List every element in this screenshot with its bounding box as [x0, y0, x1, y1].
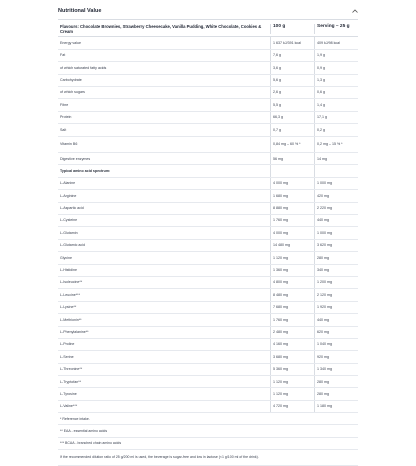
row-value-100g: 1 360 mg: [270, 265, 314, 276]
table-row: [58, 62, 358, 74]
table-row: [58, 190, 358, 202]
row-value-serving: [314, 165, 358, 176]
table-row: [58, 50, 358, 62]
row-label: L-Methionin**: [60, 317, 82, 322]
row-label: Carbohydrate: [60, 78, 82, 83]
row-value-serving: 1 920 mg: [314, 302, 358, 313]
row-label: L-Tryptofan**: [60, 379, 82, 384]
row-value-serving: 1 200 mg: [314, 277, 358, 288]
table-row: [58, 137, 358, 154]
table-row: [58, 327, 358, 339]
table-row: [58, 351, 358, 363]
row-value-100g: 0,7 g: [270, 124, 314, 135]
row-value-serving: 280 mg: [314, 252, 358, 263]
row-label: L-Valine***: [60, 404, 78, 409]
table-row: [58, 388, 358, 400]
row-label: L-Threonine**: [60, 367, 83, 372]
row-label: L-Lysine**: [60, 305, 77, 310]
chevron-up-icon[interactable]: [351, 8, 358, 15]
nutrition-table-body: [58, 37, 358, 413]
row-label: L-Isoleucine**: [60, 280, 83, 285]
row-value-100g: 4 000 mg: [270, 178, 314, 189]
row-value-serving: 420 mg: [314, 190, 358, 201]
row-label: L-Proline: [60, 342, 75, 347]
row-value-100g: 5,6 g: [270, 75, 314, 86]
row-value-100g: 1 680 mg: [270, 190, 314, 201]
row-value-serving: 1 000 mg: [314, 227, 358, 238]
row-label: Fibre: [60, 102, 69, 107]
row-value-serving: 0,2 mg – 15 % *: [314, 137, 358, 153]
row-value-serving: 2 120 mg: [314, 289, 358, 300]
row-label: L-Arginine: [60, 193, 77, 198]
table-row: [58, 227, 358, 239]
row-value-100g: 5 360 mg: [270, 364, 314, 375]
row-value-100g: 8 880 mg: [270, 203, 314, 214]
row-value-serving: 1 180 mg: [314, 401, 358, 412]
flavour-header: Flavours: Chocolate Brownies, Strawberry Cheesecake, Vanilla Pudding, White Chocolate, Cookies & Cream: [60, 24, 262, 35]
table-row: [58, 112, 358, 124]
row-value-100g: 4 800 mg: [270, 277, 314, 288]
table-row: [58, 364, 358, 376]
row-value-serving: 280 mg: [314, 376, 358, 387]
table-row: [58, 153, 358, 165]
row-value-serving: 17,1 g: [314, 112, 358, 123]
row-label: L-Glutamin: [60, 230, 78, 235]
row-value-100g: 1 120 mg: [270, 376, 314, 387]
row-value-100g: 14 480 mg: [270, 240, 314, 251]
row-value-serving: 14 mg: [314, 153, 358, 164]
row-label: of which saturated fatty acids: [60, 65, 107, 70]
row-value-100g: 4 720 mg: [270, 401, 314, 412]
row-label: Salt: [60, 127, 67, 132]
row-value-serving: 0,2 g: [314, 124, 358, 135]
row-value-100g: 1 120 mg: [270, 388, 314, 399]
row-value-100g: 3 680 mg: [270, 351, 314, 362]
row-value-100g: 1 760 mg: [270, 215, 314, 226]
row-label: L-Serine: [60, 354, 74, 359]
row-value-100g: 7 680 mg: [270, 302, 314, 313]
row-label: L-Aspartic acid: [60, 206, 84, 211]
table-row: [58, 265, 358, 277]
row-value-serving: 409 kJ/98 kcal: [314, 37, 358, 48]
table-row: [58, 302, 358, 314]
table-row: [58, 376, 358, 388]
row-value-serving: 920 mg: [314, 351, 358, 362]
table-row: [58, 277, 358, 289]
table-row: [58, 252, 358, 264]
row-value-serving: 1 000 mg: [314, 178, 358, 189]
row-value-100g: 1 760 mg: [270, 314, 314, 325]
footnote: If the recommended dilution ratio of 25 g/200 ml is used, the beverage is sugar-free and low in lactose (<1 g/100 ml of the drink).: [58, 450, 358, 466]
row-label: Digestive enzymes: [60, 156, 91, 161]
accordion-header[interactable]: [58, 4, 358, 20]
table-row: [58, 401, 358, 413]
table-row: [58, 165, 358, 177]
row-value-100g: 0,84 mg – 60 % *: [270, 137, 314, 153]
row-label: Typical amino acid spectrum:: [60, 168, 111, 173]
table-row: [58, 99, 358, 111]
row-label: Protein: [60, 115, 72, 120]
row-value-100g: [270, 165, 314, 176]
row-value-serving: 340 mg: [314, 265, 358, 276]
table-row: [58, 124, 358, 136]
row-label: Energy value: [60, 40, 81, 45]
footnote: * Reference intake.: [58, 413, 358, 425]
nutrition-panel: [58, 4, 358, 466]
row-value-serving: 280 mg: [314, 388, 358, 399]
row-label: Vitamin B6: [60, 142, 78, 147]
row-value-100g: 1 120 mg: [270, 252, 314, 263]
row-value-serving: 1 340 mg: [314, 364, 358, 375]
row-value-100g: 4 000 mg: [270, 227, 314, 238]
table-row: [58, 240, 358, 252]
table-header: [58, 22, 358, 37]
row-value-serving: 1,4 g: [314, 99, 358, 110]
row-value-serving: 2 220 mg: [314, 203, 358, 214]
row-value-100g: 1 637 kJ/391 kcal: [270, 37, 314, 48]
footnote: ** EAA - essential amino acids: [58, 425, 358, 437]
section-title: Nutritional Value: [58, 8, 102, 14]
row-value-serving: 620 mg: [314, 327, 358, 338]
row-value-serving: 440 mg: [314, 215, 358, 226]
row-value-serving: 1 040 mg: [314, 339, 358, 350]
table-row: [58, 289, 358, 301]
table-row: [58, 203, 358, 215]
row-value-serving: 440 mg: [314, 314, 358, 325]
row-label: L-Alanine: [60, 181, 76, 186]
row-value-100g: 7,6 g: [270, 50, 314, 61]
row-value-serving: 0,6 g: [314, 87, 358, 98]
row-value-100g: 3,6 g: [270, 62, 314, 73]
table-row: [58, 339, 358, 351]
row-label: L-Cysteine: [60, 218, 78, 223]
row-value-serving: 3 620 mg: [314, 240, 358, 251]
table-row: [58, 37, 358, 49]
row-label: Glycine: [60, 255, 72, 260]
row-value-100g: 8 480 mg: [270, 289, 314, 300]
footnote: *** BCAA - branched chain amino acids: [58, 438, 358, 450]
row-label: L-Glutamic acid: [60, 243, 85, 248]
footnotes: [58, 413, 358, 466]
row-value-100g: 66,3 g: [270, 112, 314, 123]
table-row: [58, 87, 358, 99]
row-value-100g: 2 480 mg: [270, 327, 314, 338]
row-label: L-Phenylalanine**: [60, 329, 89, 334]
table-row: [58, 314, 358, 326]
col-100g-header: 100 g: [270, 24, 314, 34]
row-label: L-Histidine: [60, 268, 77, 273]
row-value-100g: 4 160 mg: [270, 339, 314, 350]
row-label: of which sugars: [60, 90, 85, 95]
table-row: [58, 75, 358, 87]
row-value-100g: 56 mg: [270, 153, 314, 164]
col-serving-header: Serving – 25 g: [314, 24, 358, 34]
row-value-serving: 0,9 g: [314, 62, 358, 73]
row-label: L-Leucine***: [60, 292, 80, 297]
table-row: [58, 215, 358, 227]
row-value-100g: 5,5 g: [270, 99, 314, 110]
row-value-100g: 2,6 g: [270, 87, 314, 98]
row-value-serving: 1,3 g: [314, 75, 358, 86]
row-label: L-Tyrosine: [60, 391, 77, 396]
row-label: Fat: [60, 53, 66, 58]
table-row: [58, 178, 358, 190]
row-value-serving: 1,9 g: [314, 50, 358, 61]
